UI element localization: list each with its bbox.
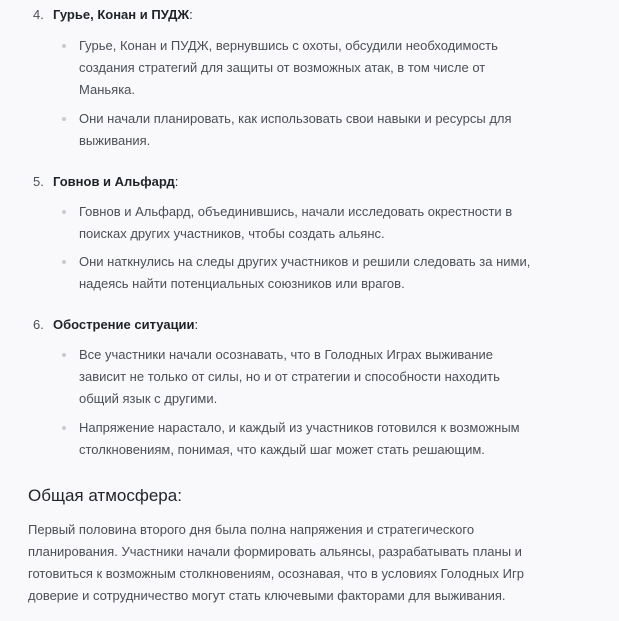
- bullet-text-line: столкновениям, понимая, что каждый шаг может стать решающим.: [79, 442, 485, 457]
- bullet-item: [62, 201, 582, 245]
- bullet-text-line: Говнов и Альфард, объединившись, начали исследовать окрестности в: [79, 204, 513, 219]
- bullet-dot-icon: [62, 210, 66, 214]
- bullet-text-line: Они начали планировать, как использовать свои навыки и ресурсы для: [79, 111, 512, 126]
- bullet-text-line: общий язык с другими.: [79, 391, 218, 406]
- bullet-dot-icon: [62, 260, 66, 264]
- paragraph-line: доверие и сотрудничество могут стать ключевыми факторами для выживания.: [28, 588, 506, 603]
- paragraph-line: Первый половина второго дня была полна напряжения и стратегического: [28, 522, 475, 537]
- list-item-heading: [33, 171, 178, 193]
- list-item-heading: [33, 4, 193, 26]
- bullet-text-line: Все участники начали осознавать, что в Голодных Играх выживание: [79, 347, 494, 362]
- bullet-text-line: зависит не только от силы, но и от стратегии и способности находить: [79, 369, 500, 384]
- bullet-dot-icon: [62, 426, 66, 430]
- bullet-text-line: выживания.: [79, 133, 151, 148]
- colon: :: [194, 317, 199, 332]
- bullet-dot-icon: [62, 117, 66, 121]
- paragraph-line: планирования. Участники начали формировать альянсы, разрабатывать планы и: [28, 544, 522, 559]
- bullet-text-line: Они наткнулись на следы других участников и решили следовать за ними,: [79, 254, 531, 269]
- summary-paragraph: [28, 519, 524, 607]
- colon: :: [174, 174, 179, 189]
- bullet-text-line: создания стратегий для защиты от возможных атак, в том числе от: [79, 60, 486, 75]
- colon: :: [189, 7, 193, 22]
- bullet-item: [62, 35, 582, 101]
- paragraph-line: готовиться к возможным столкновениям, осознавая, что в условиях Голодных Игр: [28, 566, 524, 581]
- bullet-dot-icon: [62, 353, 66, 357]
- bullet-text-line: Гурье, Конан и ПУДЖ, вернувшись с охоты, обсудили необходимость: [79, 38, 498, 53]
- list-number: 5.: [33, 174, 44, 189]
- bullet-item: [62, 108, 582, 152]
- bullet-item: [62, 344, 582, 410]
- list-number: 4.: [33, 7, 44, 22]
- section-heading: Общая атмосфера:: [28, 486, 182, 505]
- bullet-text-line: Маньяка.: [79, 82, 136, 97]
- bullet-text-line: надеясь найти потенциальных союзников или врагов.: [79, 276, 405, 291]
- bullet-item: [62, 251, 582, 295]
- list-number: 6.: [33, 317, 44, 332]
- bullet-text-line: поисках других участников, чтобы создать альянс.: [79, 226, 385, 241]
- list-item-heading: [33, 314, 198, 336]
- bullet-text-line: Напряжение нарастало, и каждый из участников готовился к возможным: [79, 420, 520, 435]
- list-item-title: Обострение ситуации: [53, 317, 195, 332]
- list-item-title: Говнов и Альфард: [53, 174, 175, 189]
- bullet-item: [62, 417, 582, 461]
- bullet-dot-icon: [62, 44, 66, 48]
- list-item-title: Гурье, Конан и ПУДЖ: [53, 7, 190, 22]
